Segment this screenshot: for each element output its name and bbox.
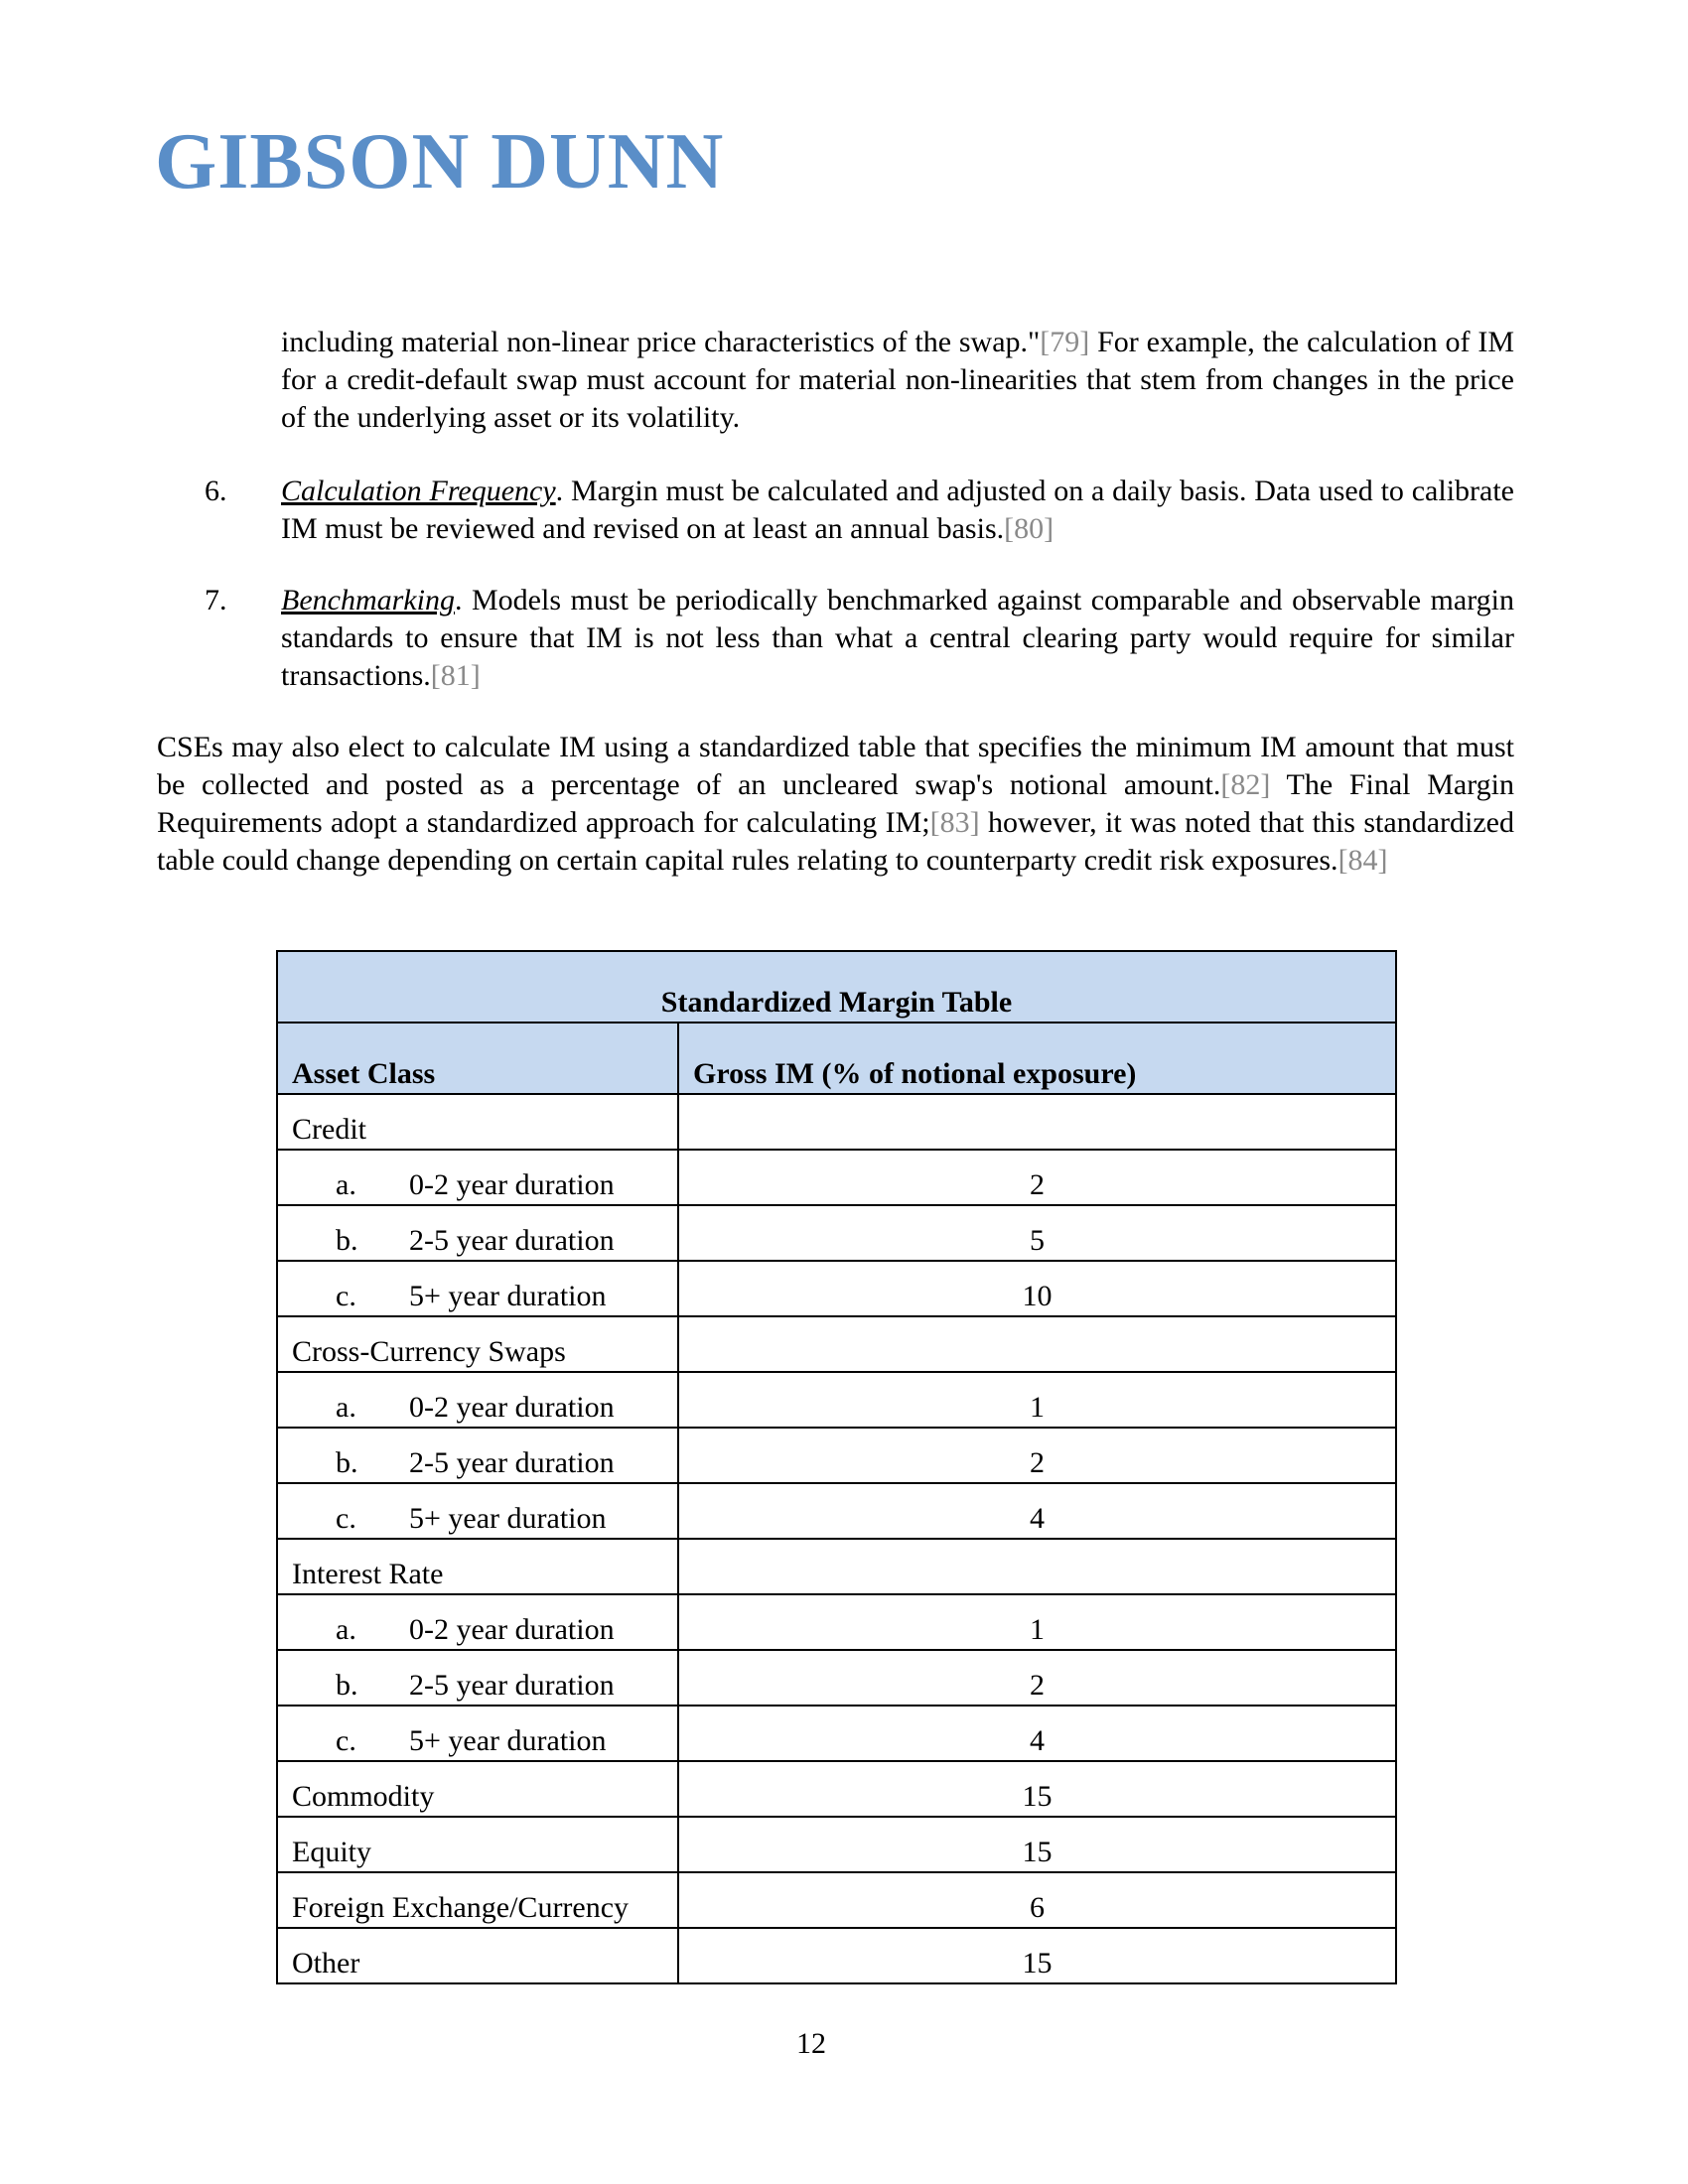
asset-class-label: 0-2 year duration [409, 1391, 615, 1424]
asset-class-cell [277, 1706, 678, 1761]
gross-im-value: 1 [678, 1594, 1396, 1650]
header-gross-im: Gross IM (% of notional exposure) [678, 1023, 1396, 1094]
footnote-ref-82[interactable]: [82] [1220, 768, 1271, 801]
asset-class-label: Equity [292, 1836, 371, 1868]
table-row [277, 1872, 1396, 1928]
sub-item-letter: a. [336, 1391, 356, 1424]
table-row [277, 1817, 1396, 1872]
gross-im-value: 15 [678, 1928, 1396, 1983]
text: including material non-linear price characteristics of the swap." [281, 326, 1041, 358]
item-benchmarking [281, 582, 1514, 695]
asset-class-label: Foreign Exchange/Currency [292, 1891, 630, 1924]
footnote-ref-83[interactable]: [83] [929, 806, 980, 839]
asset-class-cell [277, 1650, 678, 1706]
gibson-dunn-logo: GIBSON DUNN [155, 118, 725, 205]
sub-item-letter: c. [336, 1502, 356, 1535]
table-row [277, 1316, 1396, 1372]
text: The Final Margin Requirements adopt a standardized approach for calculating IM; [157, 768, 1514, 839]
asset-class-cell [277, 1094, 678, 1150]
asset-class-cell [277, 1594, 678, 1650]
asset-class-cell [277, 1372, 678, 1428]
asset-class-label: Credit [292, 1113, 366, 1146]
asset-class-label: 2-5 year duration [409, 1224, 615, 1257]
text: CSEs may also elect to calculate IM using a standardized table that specifies the minimum IM amount that must be collected and posted as a percentage of an uncleared swap's notional amount. [157, 731, 1514, 801]
item-number: 7. [205, 584, 227, 616]
text: . Margin must be calculated and adjusted on a daily basis. Data used to calibrate IM must be reviewed and revised on at least an annual basis. [281, 475, 1514, 545]
asset-class-label: 0-2 year duration [409, 1613, 615, 1646]
item-title: Benchmarking [281, 584, 455, 616]
table-row [277, 1150, 1396, 1205]
asset-class-cell [277, 1428, 678, 1483]
table-row [277, 1094, 1396, 1150]
table-row [277, 1706, 1396, 1761]
gross-im-value [678, 1539, 1396, 1594]
table-row [277, 1650, 1396, 1706]
table-row [277, 1261, 1396, 1316]
asset-class-label: 5+ year duration [409, 1280, 607, 1312]
table-row [277, 1761, 1396, 1817]
footnote-ref-79[interactable]: [79] [1040, 326, 1090, 358]
table-row [277, 1594, 1396, 1650]
table-row [277, 1205, 1396, 1261]
gross-im-value: 4 [678, 1706, 1396, 1761]
standardized-margin-table [276, 950, 1397, 1984]
asset-class-cell [277, 1150, 678, 1205]
table-caption: Standardized Margin Table [277, 951, 1396, 1023]
table-header-row [277, 1023, 1396, 1094]
item-number: 6. [205, 475, 227, 507]
paragraph-continuation [281, 324, 1514, 437]
sub-item-letter: c. [336, 1280, 356, 1312]
gross-im-value: 4 [678, 1483, 1396, 1539]
item-title: Calculation Frequency [281, 475, 556, 507]
asset-class-cell [277, 1205, 678, 1261]
table-row [277, 1483, 1396, 1539]
footnote-ref-81[interactable]: [81] [430, 659, 481, 692]
gross-im-value: 2 [678, 1150, 1396, 1205]
asset-class-cell [277, 1761, 678, 1817]
gross-im-value: 15 [678, 1817, 1396, 1872]
asset-class-label: Commodity [292, 1780, 435, 1813]
gross-im-value [678, 1316, 1396, 1372]
gross-im-value [678, 1094, 1396, 1150]
table-row [277, 1539, 1396, 1594]
asset-class-label: Cross-Currency Swaps [292, 1335, 566, 1368]
asset-class-label: 2-5 year duration [409, 1669, 615, 1702]
asset-class-cell [277, 1872, 678, 1928]
text: however, it was noted that this standardized table could change depending on certain capital rules relating to counterparty credit risk exposures. [157, 806, 1514, 877]
asset-class-label: Other [292, 1947, 360, 1979]
asset-class-cell [277, 1261, 678, 1316]
asset-class-cell [277, 1928, 678, 1983]
item-calculation-frequency [281, 473, 1514, 548]
header-asset-class: Asset Class [277, 1023, 678, 1094]
sub-item-letter: b. [336, 1224, 358, 1257]
asset-class-label: Interest Rate [292, 1558, 444, 1590]
table-row [277, 1428, 1396, 1483]
gross-im-value: 2 [678, 1428, 1396, 1483]
sub-item-letter: b. [336, 1446, 358, 1479]
asset-class-cell [277, 1539, 678, 1594]
asset-class-label: 2-5 year duration [409, 1446, 615, 1479]
asset-class-cell [277, 1817, 678, 1872]
gross-im-value: 2 [678, 1650, 1396, 1706]
text: For example, the calculation of IM for a credit-default swap must account for material non-linearities that stem from changes in the price of the underlying asset or its volatility. [281, 326, 1514, 434]
gross-im-value: 15 [678, 1761, 1396, 1817]
asset-class-cell [277, 1316, 678, 1372]
table-caption-row [277, 951, 1396, 1023]
table-row [277, 1372, 1396, 1428]
asset-class-cell [277, 1483, 678, 1539]
asset-class-label: 5+ year duration [409, 1502, 607, 1535]
gross-im-value: 6 [678, 1872, 1396, 1928]
paragraph-cses [157, 729, 1514, 880]
table-row [277, 1928, 1396, 1983]
sub-item-letter: c. [336, 1724, 356, 1757]
sub-item-letter: b. [336, 1669, 358, 1702]
text: . Models must be periodically benchmarked against comparable and observable margin standards to ensure that IM is not less than what a central clearing party would require for similar transactions. [281, 584, 1514, 692]
gross-im-value: 10 [678, 1261, 1396, 1316]
sub-item-letter: a. [336, 1168, 356, 1201]
asset-class-label: 5+ year duration [409, 1724, 607, 1757]
footnote-ref-80[interactable]: [80] [1004, 512, 1055, 545]
gross-im-value: 1 [678, 1372, 1396, 1428]
sub-item-letter: a. [336, 1613, 356, 1646]
footnote-ref-84[interactable]: [84] [1337, 844, 1388, 877]
asset-class-label: 0-2 year duration [409, 1168, 615, 1201]
page-number: 12 [796, 2027, 826, 2060]
gross-im-value: 5 [678, 1205, 1396, 1261]
